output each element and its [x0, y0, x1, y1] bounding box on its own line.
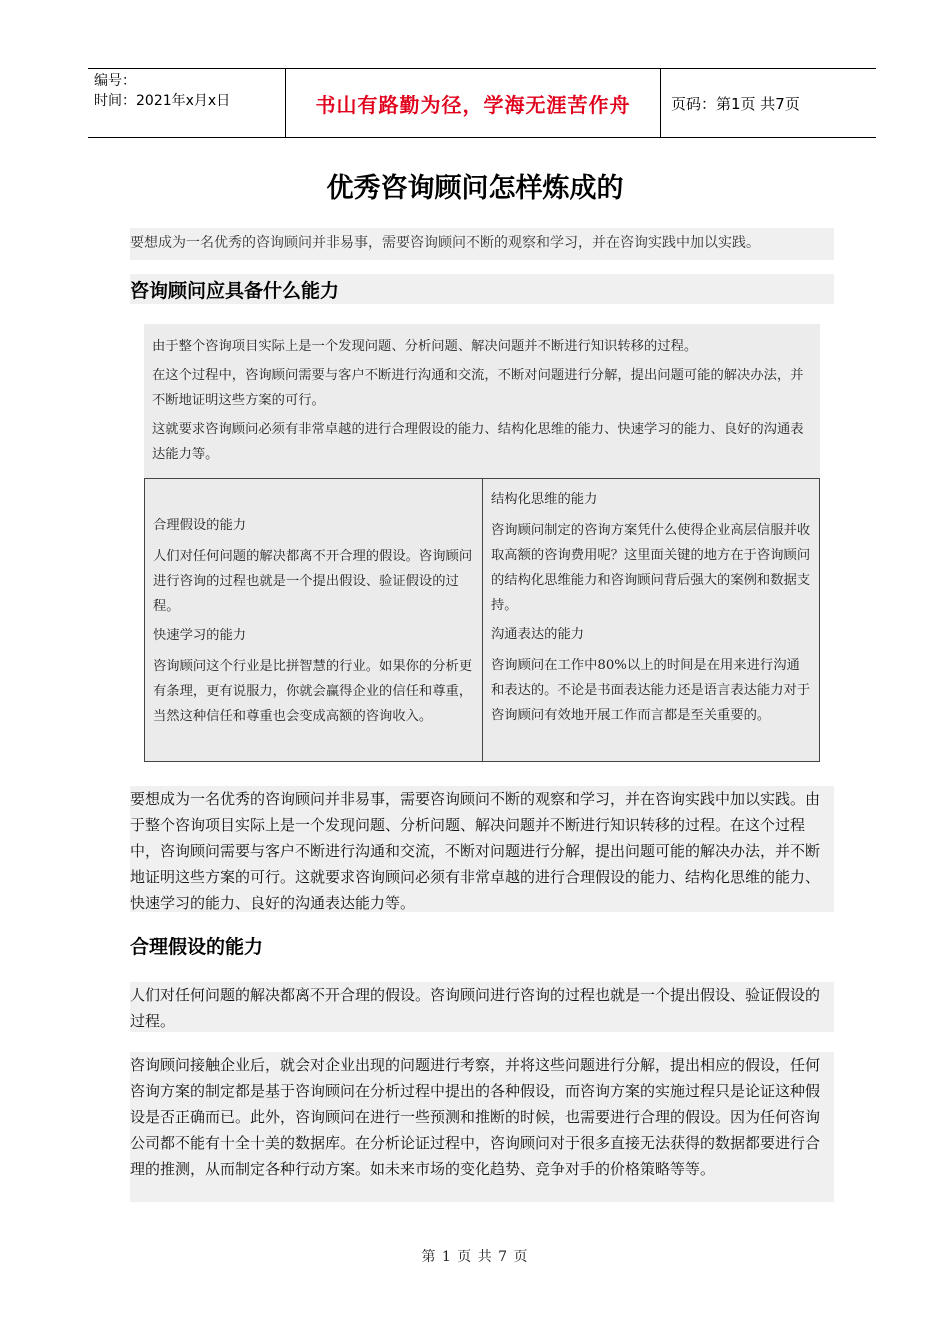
ability-text-hypothesis: 人们对任何问题的解决都离不开合理的假设。咨询顾问进行咨询的过程也就是一个提出假设、验证假设的过程。	[153, 549, 473, 614]
section-heading-abilities: 咨询顾问应具备什么能力	[130, 274, 834, 304]
summary-paragraph: 这就要求咨询顾问必须有非常卓越的进行合理假设的能力、结构化思维的能力、快速学习的能力、良好的沟通表达能力等。	[152, 422, 804, 462]
intro-paragraph: 要想成为一名优秀的咨询顾问并非易事，需要咨询顾问不断的观察和学习，并在咨询实践中加以实践。	[130, 228, 834, 260]
ability-label-structured: 结构化思维的能力	[491, 492, 598, 507]
header-number-label: 编号：	[94, 73, 136, 89]
summary-box	[144, 324, 820, 478]
ability-label-communication: 沟通表达的能力	[491, 627, 585, 642]
header-time-label: 时间：2021年x月x日	[94, 93, 231, 109]
section-heading-hypothesis: 合理假设的能力	[130, 936, 264, 958]
summary-paragraph: 由于整个咨询项目实际上是一个发现问题、分析问题、解决问题并不断进行知识转移的过程。	[152, 339, 698, 354]
ability-label-learning: 快速学习的能力	[153, 628, 247, 643]
ability-text-learning: 咨询顾问这个行业是比拼智慧的行业。如果你的分析更有条理，更有说服力，你就会赢得企业的信任和尊重，当然这种信任和尊重也会变成高额的咨询收入。	[153, 659, 473, 724]
page-footer: 第 1 页 共 7 页	[421, 1249, 529, 1265]
document-title: 优秀咨询顾问怎样炼成的	[326, 173, 624, 204]
ability-label-hypothesis: 合理假设的能力	[153, 518, 247, 533]
body-paragraph-hypothesis-intro: 人们对任何问题的解决都离不开合理的假设。咨询顾问进行咨询的过程也就是一个提出假设、验证假设的过程。	[130, 982, 834, 1032]
body-paragraph-hypothesis-detail: 咨询顾问接触企业后，就会对企业出现的问题进行考察，并将这些问题进行分解，提出相应的假设，任何咨询方案的制定都是基于咨询顾问在分析过程中提出的各种假设，而咨询方案的实施过程只是论证这种假设是否正确而已。此外，咨询顾问在进行一些预测和推断的时候，也需要进行合理的假设。因为任何咨询公司都不能有十全十美的数据库。在分析论证过程中，咨询顾问对于很多直接无法获得的数据都要进行合理的推测，从而制定各种行动方案。如未来市场的变化趋势、竞争对手的价格策略等等。	[130, 1052, 834, 1202]
abilities-table	[144, 478, 820, 762]
abilities-column-right	[482, 479, 819, 761]
header-motto: 书山有路勤为径，学海无涯苦作舟	[286, 69, 661, 137]
header-page-info: 页码：第1页 共7页	[671, 94, 800, 113]
body-paragraph-overview: 要想成为一名优秀的咨询顾问并非易事，需要咨询顾问不断的观察和学习，并在咨询实践中加以实践。由于整个咨询项目实际上是一个发现问题、分析问题、解决问题并不断进行知识转移的过程。在这个过程中，咨询顾问需要与客户不断进行沟通和交流，不断对问题进行分解，提出问题可能的解决办法，并不断地证明这些方案的可行。这就要求咨询顾问必须有非常卓越的进行合理假设的能力、结构化思维的能力、快速学习的能力、良好的沟通表达能力等。	[130, 786, 834, 912]
abilities-column-left	[145, 479, 482, 761]
ability-text-structured: 咨询顾问制定的咨询方案凭什么使得企业高层信服并收取高额的咨询费用呢？这里面关键的地方在于咨询顾问的结构化思维能力和咨询顾问背后强大的案例和数据支持。	[491, 523, 811, 613]
page-header	[88, 68, 876, 138]
header-meta	[88, 69, 286, 137]
summary-paragraph: 在这个过程中，咨询顾问需要与客户不断进行沟通和交流，不断对问题进行分解，提出问题可能的解决办法，并不断地证明这些方案的可行。	[152, 368, 804, 408]
ability-text-communication: 咨询顾问在工作中80%以上的时间是在用来进行沟通和表达的。不论是书面表达能力还是语言表达能力对于咨询顾问有效地开展工作而言都是至关重要的。	[491, 658, 811, 723]
